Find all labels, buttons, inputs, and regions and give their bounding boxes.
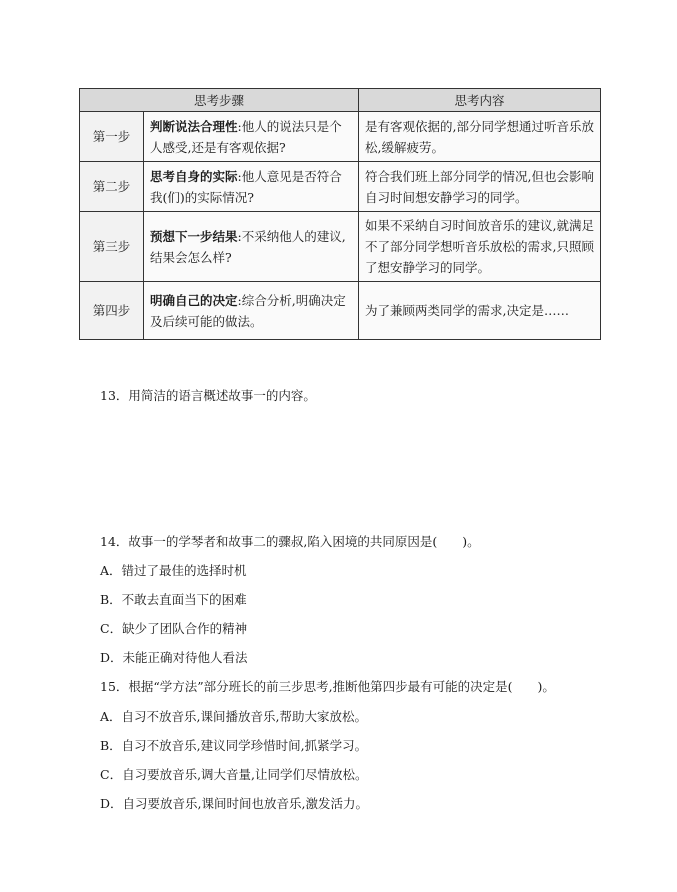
question-14-option-b: B．不敢去直面当下的困难 xyxy=(100,592,247,607)
thinking-steps-table xyxy=(79,88,601,340)
question-14-option-c: C．缺少了团队合作的精神 xyxy=(100,621,248,636)
table-header-row xyxy=(80,89,601,112)
question-15-stem: 15．根据“学方法”部分班长的前三步思考,推断他第四步最有可能的决定是( )。 xyxy=(100,679,555,694)
question-14-stem: 14．故事一的学琴者和故事二的骤叔,陷入困境的共同原因是( )。 xyxy=(100,534,480,549)
table-row xyxy=(80,212,601,282)
question-14-option-a: A．错过了最佳的选择时机 xyxy=(100,563,247,578)
step-label: 第一步 xyxy=(80,112,144,162)
table-row xyxy=(80,282,601,340)
question-14-option-d: D．未能正确对待他人看法 xyxy=(100,650,248,665)
step-prompt-text: :他人意见是否符合我(们)的实际情况? xyxy=(150,168,342,205)
table-row xyxy=(80,112,601,162)
step-answer: 如果不采纳自习时间放音乐的建议,就满足不了部分同学想听音乐放松的需求,只照顾了想安静学习的同学。 xyxy=(359,212,601,282)
step-keyword: 思考自身的实际 xyxy=(150,168,238,184)
question-15-option-d: D．自习要放音乐,课间时间也放音乐,激发活力。 xyxy=(100,796,368,811)
step-prompt xyxy=(144,112,359,162)
step-answer: 符合我们班上部分同学的情况,但也会影响自习时间想安静学习的同学。 xyxy=(359,162,601,212)
step-label: 第三步 xyxy=(80,212,144,282)
step-prompt xyxy=(144,282,359,340)
question-15-option-b: B．自习不放音乐,建议同学珍惜时间,抓紧学习。 xyxy=(100,738,368,753)
step-prompt-text: :他人的说法只是个人感受,还是有客观依据? xyxy=(150,118,342,155)
step-prompt xyxy=(144,212,359,282)
step-answer: 是有客观依据的,部分同学想通过听音乐放松,缓解疲劳。 xyxy=(359,112,601,162)
header-steps: 思考步骤 xyxy=(80,89,359,112)
question-13: 13．用简洁的语言概述故事一的内容。 xyxy=(100,388,316,403)
step-prompt-text: :综合分析,明确决定及后续可能的做法。 xyxy=(150,292,346,329)
step-keyword: 预想下一步结果 xyxy=(150,228,238,244)
question-15-option-a: A．自习不放音乐,课间播放音乐,帮助大家放松。 xyxy=(100,709,367,724)
question-15-option-c: C．自习要放音乐,调大音量,让同学们尽情放松。 xyxy=(100,767,368,782)
step-label: 第二步 xyxy=(80,162,144,212)
step-answer: 为了兼顾两类同学的需求,决定是…… xyxy=(359,282,601,340)
header-content: 思考内容 xyxy=(359,89,601,112)
step-prompt xyxy=(144,162,359,212)
step-label: 第四步 xyxy=(80,282,144,340)
step-keyword: 判断说法合理性 xyxy=(150,118,238,134)
table-row xyxy=(80,162,601,212)
step-keyword: 明确自己的决定 xyxy=(150,292,238,308)
step-prompt-text: :不采纳他人的建议,结果会怎么样? xyxy=(150,228,346,265)
